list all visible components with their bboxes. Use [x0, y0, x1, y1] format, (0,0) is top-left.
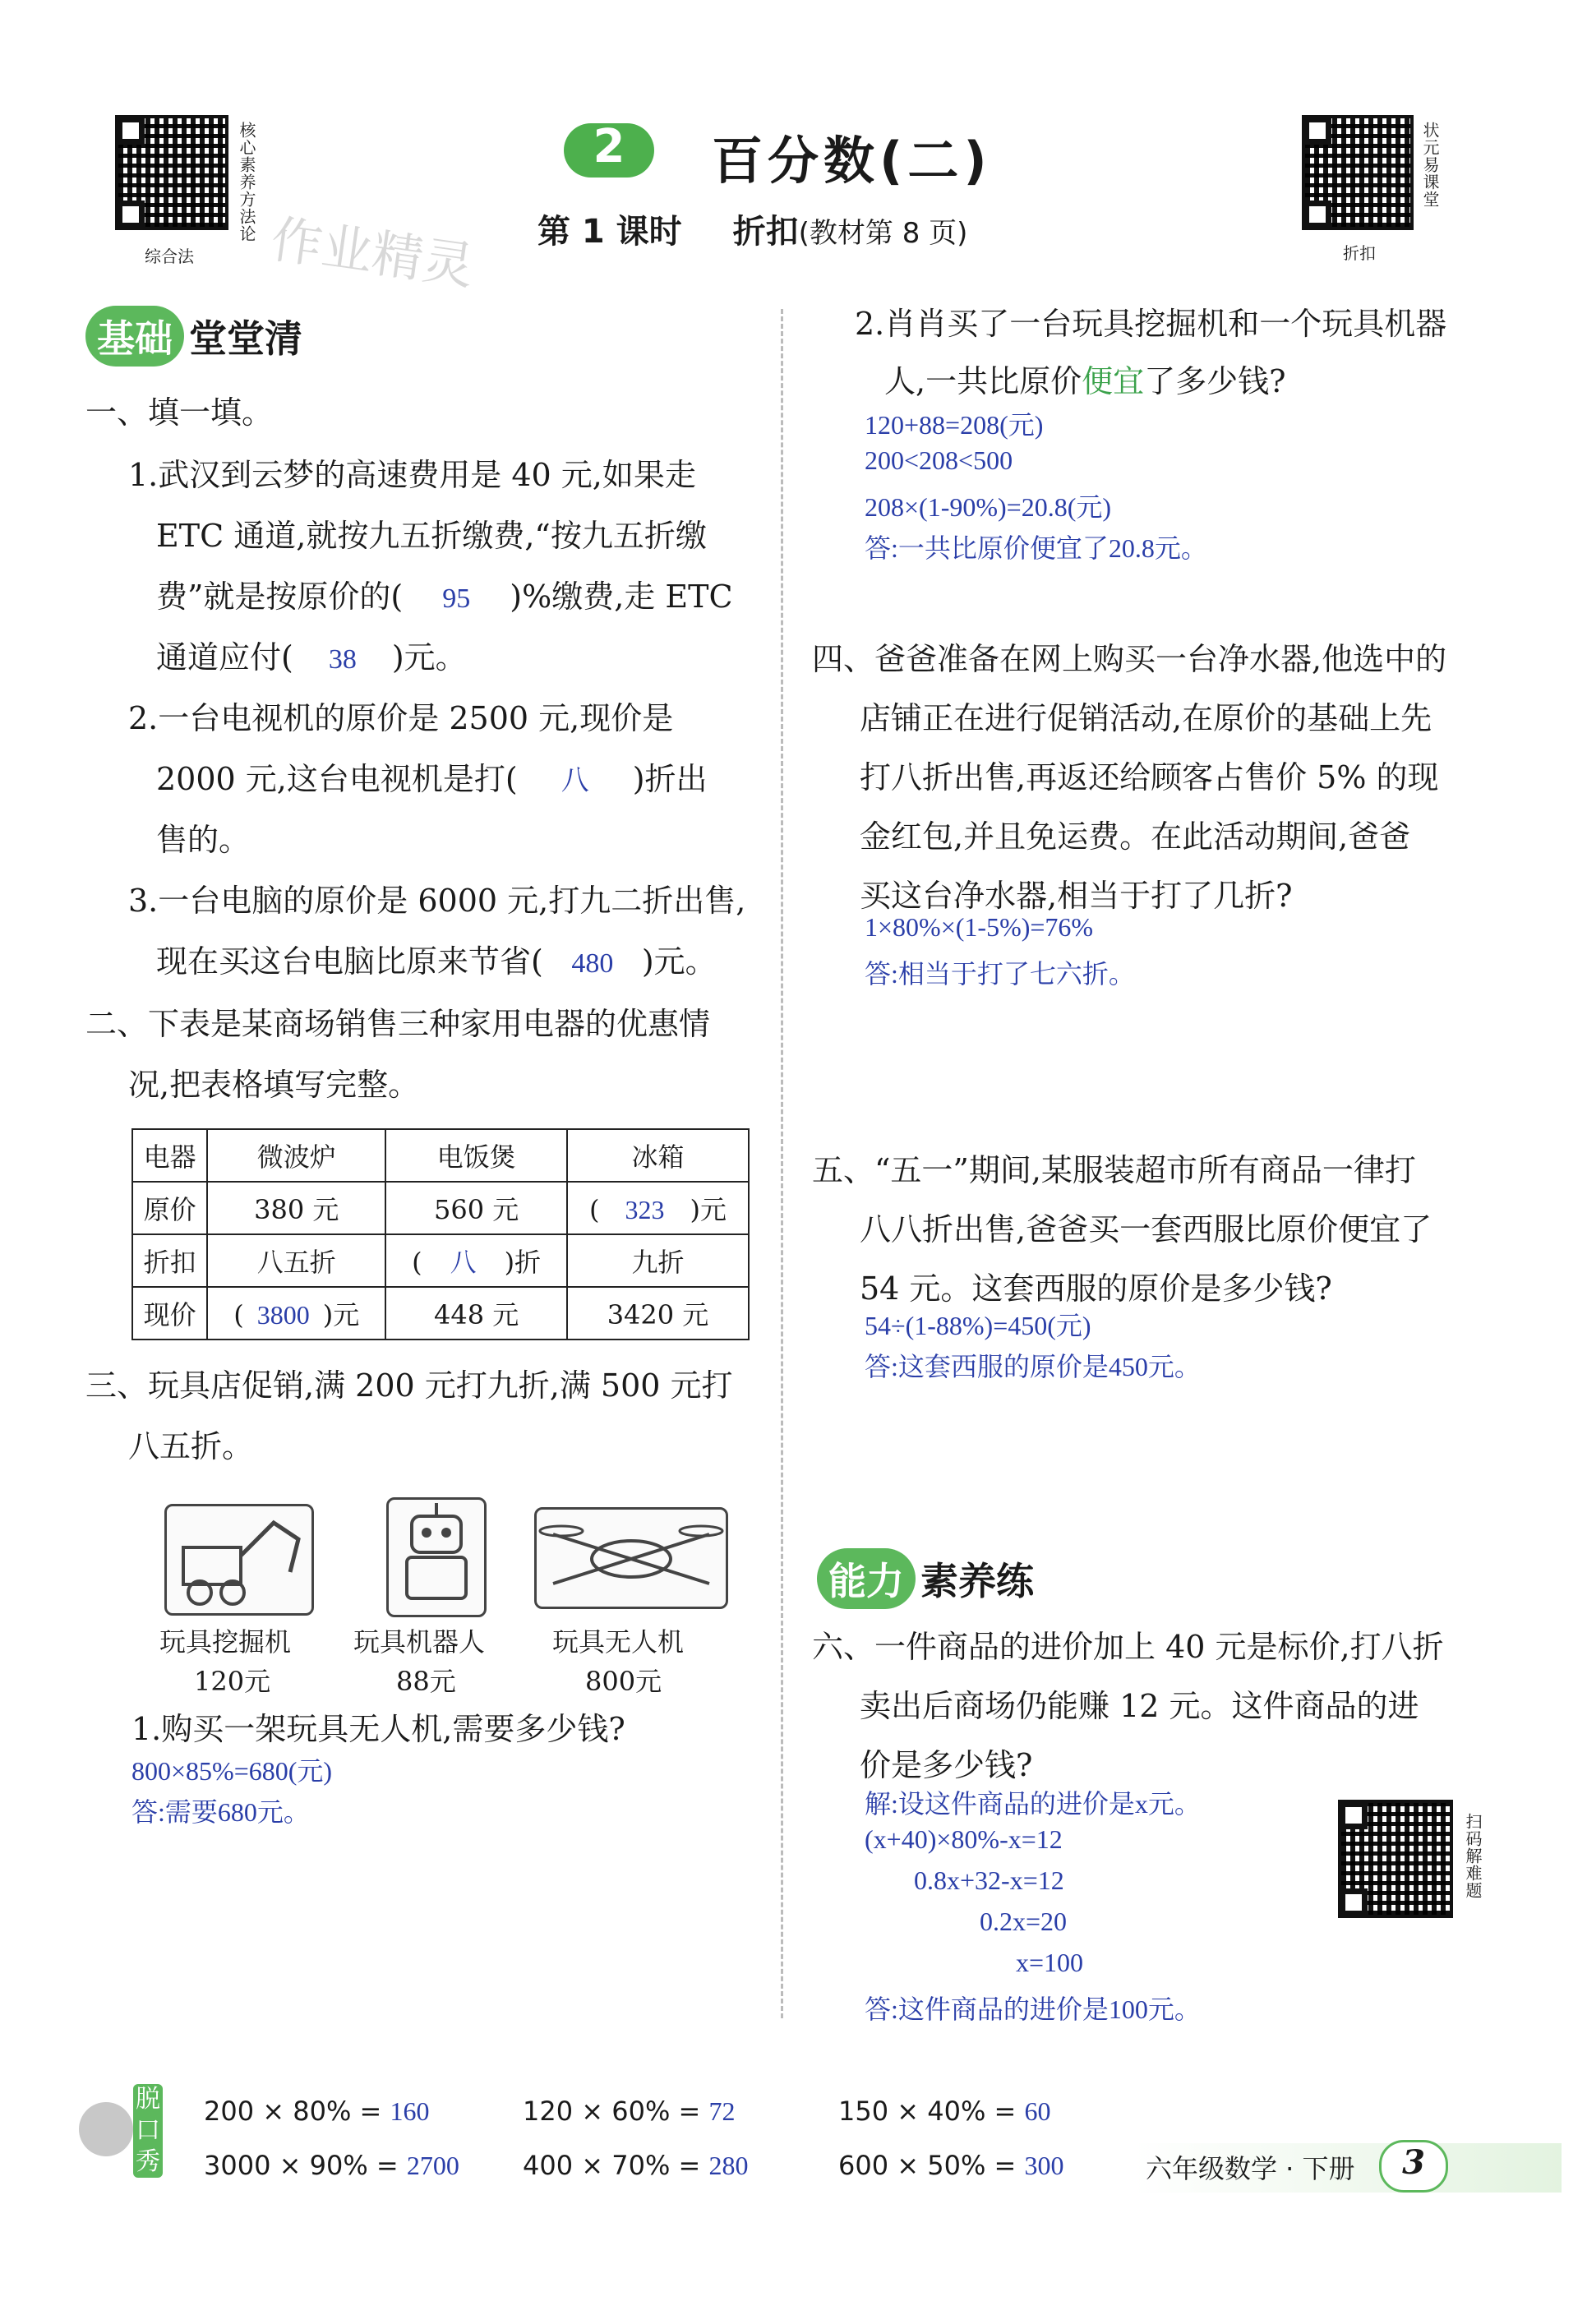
q3-sub2-line2: [884, 362, 1285, 401]
table-cell: [207, 1287, 385, 1340]
table-cell: [385, 1234, 567, 1287]
lesson-number: 第 1 课时: [537, 213, 682, 251]
paren-close: )折: [504, 1247, 542, 1278]
table-header: 冰箱: [567, 1129, 749, 1182]
table-cell: 380 元: [207, 1182, 385, 1234]
footer-book-title: 六年级数学 · 下册: [1146, 2153, 1355, 2184]
oral-question: 150 × 40% =: [838, 2096, 1017, 2127]
q1-item1-line2: ETC 通道,就按九五折缴费,“按九五折缴: [156, 518, 707, 554]
table-cell: 560 元: [385, 1182, 567, 1234]
answer-3800[interactable]: 3800: [256, 1300, 310, 1330]
q4-line4: 金红包,并且免运费。在此活动期间,爸爸: [860, 818, 1411, 855]
q5-line3: 54 元。这套西服的原价是多少钱?: [860, 1270, 1332, 1307]
table-cell: 448 元: [385, 1287, 567, 1340]
koala-icon: [79, 2102, 133, 2156]
qr-right-caption: 折扣: [1343, 243, 1376, 263]
q3-sub2-line2-b: 了多少钱?: [1144, 363, 1286, 399]
oral-answer[interactable]: 72: [708, 2096, 736, 2126]
paren-open: (: [233, 1299, 244, 1330]
qr-left-caption: 综合法: [145, 247, 194, 266]
q4-line3: 打八折出售,再返还给顾客占售价 5% 的现: [860, 759, 1439, 795]
q1-heading: 一、填一填。: [85, 394, 274, 431]
drone-icon: [537, 1510, 726, 1607]
q6-answer[interactable]: 答:这件商品的进价是100元。: [865, 1994, 1201, 2024]
oral-item: [204, 2150, 459, 2181]
answer-38[interactable]: 38: [328, 644, 357, 675]
toy-price: 800元: [585, 1666, 662, 1697]
oral-item: [838, 2150, 1064, 2181]
q6-line2: 卖出后商场仍能赚 12 元。这件商品的进: [860, 1688, 1419, 1724]
page-number: 3: [1402, 2143, 1425, 2182]
q1-item1-line4: [156, 638, 467, 680]
table-cell: [567, 1182, 749, 1234]
oral-question: 3000 × 90% =: [204, 2150, 399, 2181]
q1-item2-line3: 售的。: [156, 822, 251, 858]
q3-sub2-line1: 2.肖肖买了一台玩具挖掘机和一个玩具机器: [855, 306, 1447, 342]
paren-open: (: [412, 1247, 422, 1278]
oral-item: [204, 2096, 430, 2127]
q2-heading-line2: 况,把表格填写完整。: [128, 1067, 420, 1103]
table-header: 微波炉: [207, 1129, 385, 1182]
q3-heading-line1: 三、玩具店促销,满 200 元打九折,满 500 元打: [85, 1367, 733, 1404]
q4-work[interactable]: 1×80%×(1-5%)=76%: [865, 912, 1094, 942]
toy-robot-image: [386, 1497, 487, 1617]
q3-sub2-work2[interactable]: 200<208<500: [865, 445, 1013, 475]
section-basic-subtitle: 堂堂清: [189, 316, 302, 361]
qr-right-side-label: 状元易课堂: [1420, 122, 1440, 208]
watermark: 作业精灵: [267, 209, 478, 297]
q6-work5[interactable]: x=100: [1016, 1948, 1084, 1977]
column-divider: [781, 309, 783, 2018]
q3-sub1-question: 1.购买一架玩具无人机,需要多少钱?: [131, 1711, 625, 1747]
toy-price: 120元: [194, 1666, 271, 1697]
toy-price: 88元: [396, 1666, 456, 1697]
toy-name: 玩具挖掘机: [159, 1626, 292, 1658]
q5-work[interactable]: 54÷(1-88%)=450(元): [865, 1311, 1091, 1340]
q3-heading-line2: 八五折。: [128, 1428, 254, 1464]
answer-480[interactable]: 480: [571, 948, 614, 979]
oral-item: [523, 2096, 736, 2127]
q3-sub2-work1[interactable]: 120+88=208(元): [865, 410, 1044, 440]
q1-item1-line1: 1.武汉到云梦的高速费用是 40 元,如果走: [128, 457, 696, 493]
unit-title: 百分数(二): [712, 131, 992, 191]
q1-item3-line2: [156, 942, 717, 984]
toy-name: 玩具机器人: [353, 1626, 486, 1658]
qr-code-left[interactable]: [115, 115, 228, 230]
oral-practice-label: 脱口秀: [133, 2084, 163, 2178]
oral-question: 120 × 60% =: [523, 2096, 701, 2127]
oral-question: 400 × 70% =: [523, 2150, 701, 2181]
lesson-topic: 折扣: [732, 213, 799, 251]
qr-q6-side-label: 扫码解难题: [1463, 1813, 1483, 1899]
q5-answer[interactable]: 答:这套西服的原价是450元。: [865, 1352, 1201, 1381]
table-cell: 现价: [132, 1287, 207, 1340]
unit-number: 2: [593, 120, 625, 173]
oral-answer[interactable]: 280: [708, 2151, 749, 2180]
paren-open: (: [589, 1194, 600, 1225]
robot-icon: [389, 1500, 484, 1615]
oral-item: [838, 2096, 1051, 2127]
q5-line2: 八八折出售,爸爸买一套西服比原价便宜了: [860, 1211, 1432, 1247]
highlight-cheaper: 便宜: [1082, 363, 1145, 399]
q4-line2: 店铺正在进行促销活动,在原价的基础上先: [860, 700, 1432, 736]
oral-answer[interactable]: 60: [1024, 2096, 1051, 2126]
q1-item3-line2-b: )元。: [641, 943, 717, 980]
section-basic-badge: 基础: [85, 306, 184, 367]
q4-line5: 买这台净水器,相当于打了几折?: [860, 878, 1293, 914]
oral-answer[interactable]: 300: [1024, 2151, 1064, 2180]
q3-sub2-answer[interactable]: 答:一共比原价便宜了20.8元。: [865, 533, 1207, 563]
answer-95[interactable]: 95: [442, 583, 471, 614]
oral-answer[interactable]: 2700: [406, 2151, 459, 2180]
toy-name: 玩具无人机: [552, 1626, 685, 1658]
q6-work2[interactable]: (x+40)×80%-x=12: [865, 1824, 1063, 1854]
section-basic-title: [85, 306, 302, 367]
table-row: [132, 1182, 749, 1234]
q3-sub2-line2-a: 人,一共比原价: [884, 363, 1082, 399]
oral-answer[interactable]: 160: [390, 2096, 430, 2126]
lesson-line: [537, 205, 967, 252]
q6-work3[interactable]: 0.8x+32-x=12: [914, 1865, 1064, 1895]
oral-question: 200 × 80% =: [204, 2096, 382, 2127]
table-row: [132, 1287, 749, 1340]
q1-item2-line2-b: )折出: [632, 761, 708, 797]
section-ability-badge: 能力: [817, 1548, 916, 1609]
q1-item2-line1: 2.一台电视机的原价是 2500 元,现价是: [128, 700, 674, 736]
q6-work1[interactable]: 解:设这件商品的进价是x元。: [865, 1789, 1201, 1819]
q1-item1-line3-a: 费”就是按原价的(: [156, 579, 404, 615]
q4-answer[interactable]: 答:相当于打了七六折。: [865, 959, 1135, 989]
q3-sub2-work3[interactable]: 208×(1-90%)=20.8(元): [865, 492, 1112, 522]
qr-left-side-label: 核心素养方法论: [237, 122, 256, 242]
toy-drone-image: [534, 1507, 728, 1609]
table-header-row: [132, 1129, 749, 1182]
table-header: 电器: [132, 1129, 207, 1182]
q3-sub1-answer[interactable]: 答:需要680元。: [131, 1797, 310, 1827]
textbook-ref: (教材第 8 页): [798, 217, 968, 250]
table-cell: 3420 元: [567, 1287, 749, 1340]
oral-question: 600 × 50% =: [838, 2150, 1017, 2181]
q1-item2-line2: [156, 759, 708, 801]
q2-heading-line1: 二、下表是某商场销售三种家用电器的优惠情: [85, 1006, 711, 1042]
table-header: 电饭煲: [385, 1129, 567, 1182]
table-cell: 九折: [567, 1234, 749, 1287]
table-cell: 折扣: [132, 1234, 207, 1287]
oral-item: [523, 2150, 749, 2181]
toy-excavator-image: [164, 1504, 314, 1616]
q3-sub1-work[interactable]: 800×85%=680(元): [131, 1756, 333, 1786]
q6-line3: 价是多少钱?: [860, 1747, 1033, 1783]
section-ability-subtitle: 素养练: [920, 1559, 1034, 1603]
table-cell: 八五折: [207, 1234, 385, 1287]
table-cell: 原价: [132, 1182, 207, 1234]
q1-item1-line3-b: )%缴费,走 ETC: [510, 579, 733, 615]
answer-ba[interactable]: 八: [561, 766, 589, 796]
q1-item2-line2-a: 2000 元,这台电视机是打(: [156, 761, 518, 797]
answer-ba-table[interactable]: 八: [450, 1247, 477, 1277]
oral-practice-badge: [79, 2084, 169, 2183]
paren-close: )元: [690, 1194, 727, 1225]
q6-line1: 六、一件商品的进价加上 40 元是标价,打八折: [812, 1629, 1444, 1665]
q1-item1-line4-b: )元。: [391, 639, 467, 676]
table-row: [132, 1234, 749, 1287]
q1-item3-line1: 3.一台电脑的原价是 6000 元,打九二折出售,: [128, 883, 746, 919]
qr-code-right[interactable]: [1302, 115, 1414, 230]
q5-line1: 五、“五一”期间,某服装超市所有商品一律打: [812, 1152, 1416, 1188]
q4-line1: 四、爸爸准备在网上购买一台净水器,他选中的: [812, 641, 1447, 677]
qr-code-q6[interactable]: [1338, 1800, 1453, 1918]
excavator-icon: [167, 1506, 311, 1613]
paren-close: )元: [322, 1299, 360, 1330]
q6-work4[interactable]: 0.2x=20: [980, 1907, 1068, 1936]
appliance-table: [131, 1128, 750, 1340]
q1-item3-line2-a: 现在买这台电脑比原来节省(: [156, 943, 543, 980]
q1-item1-line4-a: 通道应付(: [156, 639, 293, 676]
answer-323[interactable]: 323: [625, 1195, 665, 1224]
section-ability-title: [817, 1548, 1034, 1609]
q1-item1-line3: [156, 577, 733, 619]
